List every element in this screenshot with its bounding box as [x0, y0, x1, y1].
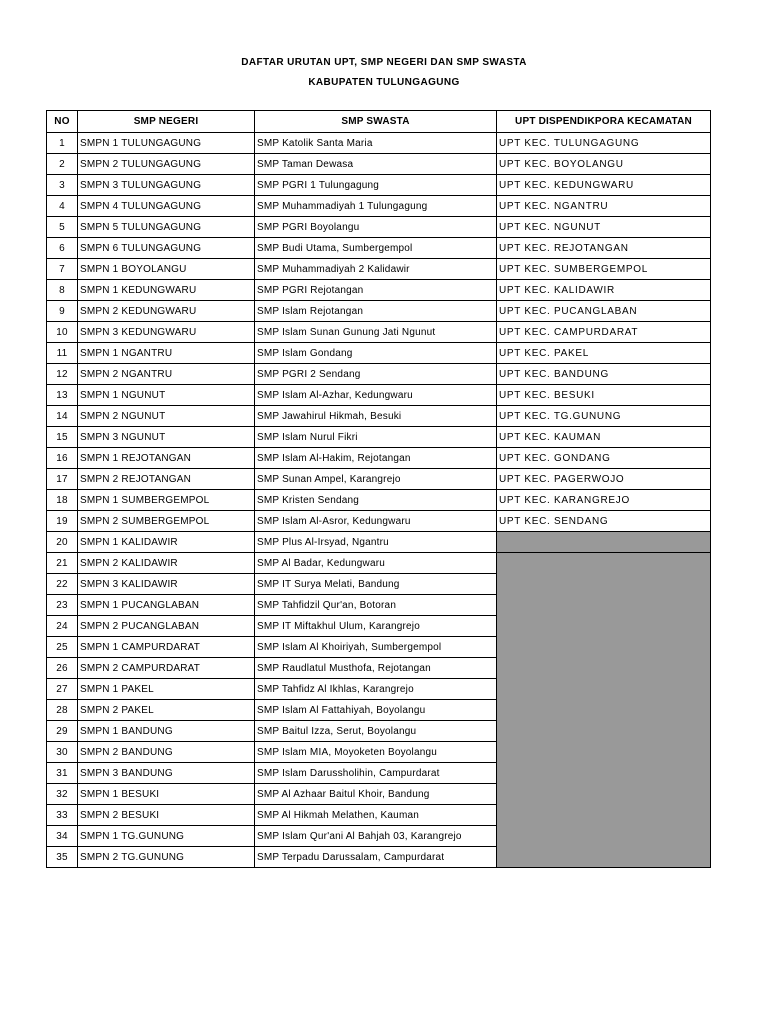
smp-negeri-cell: SMPN 3 TULUNGAGUNG — [78, 175, 255, 196]
upt-empty-shaded-cell — [497, 763, 711, 784]
smp-swasta-cell: SMP Muhammadiyah 1 Tulungagung — [255, 196, 497, 217]
smp-negeri-cell: SMPN 1 BESUKI — [78, 784, 255, 805]
upt-empty-shaded-cell — [497, 700, 711, 721]
upt-empty-shaded-cell — [497, 616, 711, 637]
table-row — [47, 133, 711, 154]
smp-negeri-cell: SMPN 2 NGUNUT — [78, 406, 255, 427]
upt-empty-shaded-cell — [497, 637, 711, 658]
row-number: 5 — [47, 217, 78, 238]
table-body — [47, 133, 711, 868]
table-row — [47, 322, 711, 343]
row-number: 3 — [47, 175, 78, 196]
smp-negeri-cell: SMPN 1 CAMPURDARAT — [78, 637, 255, 658]
table-row — [47, 553, 711, 574]
upt-kecamatan-cell: UPT KEC. KAUMAN — [497, 427, 711, 448]
row-number: 7 — [47, 259, 78, 280]
upt-kecamatan-cell: UPT KEC. PAGERWOJO — [497, 469, 711, 490]
row-number: 17 — [47, 469, 78, 490]
row-number: 24 — [47, 616, 78, 637]
smp-swasta-cell: SMP Raudlatul Musthofa, Rejotangan — [255, 658, 497, 679]
document-title: DAFTAR URUTAN UPT, SMP NEGERI DAN SMP SWASTA — [241, 57, 527, 68]
smp-swasta-cell: SMP PGRI 2 Sendang — [255, 364, 497, 385]
upt-kecamatan-cell: UPT KEC. KEDUNGWARU — [497, 175, 711, 196]
upt-empty-shaded-cell — [497, 721, 711, 742]
row-number: 12 — [47, 364, 78, 385]
upt-empty-shaded-cell — [497, 679, 711, 700]
smp-swasta-cell: SMP Muhammadiyah 2 Kalidawir — [255, 259, 497, 280]
smp-swasta-cell: SMP Islam Al-Asror, Kedungwaru — [255, 511, 497, 532]
upt-kecamatan-cell: UPT KEC. PAKEL — [497, 343, 711, 364]
smp-negeri-cell: SMPN 1 TULUNGAGUNG — [78, 133, 255, 154]
smp-negeri-cell: SMPN 2 NGANTRU — [78, 364, 255, 385]
row-number: 18 — [47, 490, 78, 511]
smp-negeri-cell: SMPN 2 BESUKI — [78, 805, 255, 826]
smp-negeri-cell: SMPN 2 PAKEL — [78, 700, 255, 721]
upt-kecamatan-cell: UPT KEC. KARANGREJO — [497, 490, 711, 511]
row-number: 34 — [47, 826, 78, 847]
smp-negeri-cell: SMPN 1 NGANTRU — [78, 343, 255, 364]
upt-empty-shaded-cell — [497, 805, 711, 826]
header-smp-swasta: SMP SWASTA — [255, 111, 497, 133]
table-row — [47, 469, 711, 490]
smp-negeri-cell: SMPN 1 BOYOLANGU — [78, 259, 255, 280]
smp-swasta-cell: SMP PGRI Rejotangan — [255, 280, 497, 301]
table-row — [47, 511, 711, 532]
school-list-table — [46, 110, 711, 868]
upt-kecamatan-cell: UPT KEC. REJOTANGAN — [497, 238, 711, 259]
table-row — [47, 826, 711, 847]
smp-negeri-cell: SMPN 2 KEDUNGWARU — [78, 301, 255, 322]
smp-negeri-cell: SMPN 2 REJOTANGAN — [78, 469, 255, 490]
smp-swasta-cell: SMP Al Hikmah Melathen, Kauman — [255, 805, 497, 826]
table-row — [47, 721, 711, 742]
row-number: 35 — [47, 847, 78, 868]
table-row — [47, 679, 711, 700]
row-number: 33 — [47, 805, 78, 826]
smp-swasta-cell: SMP Islam Rejotangan — [255, 301, 497, 322]
smp-swasta-cell: SMP Sunan Ampel, Karangrejo — [255, 469, 497, 490]
smp-swasta-cell: SMP Kristen Sendang — [255, 490, 497, 511]
table-row — [47, 196, 711, 217]
table-row — [47, 742, 711, 763]
smp-swasta-cell: SMP Islam Darussholihin, Campurdarat — [255, 763, 497, 784]
table-row — [47, 154, 711, 175]
upt-empty-shaded-cell — [497, 784, 711, 805]
row-number: 8 — [47, 280, 78, 301]
row-number: 9 — [47, 301, 78, 322]
smp-negeri-cell: SMPN 6 TULUNGAGUNG — [78, 238, 255, 259]
smp-negeri-cell: SMPN 1 REJOTANGAN — [78, 448, 255, 469]
row-number: 27 — [47, 679, 78, 700]
smp-swasta-cell: SMP IT Miftakhul Ulum, Karangrejo — [255, 616, 497, 637]
row-number: 29 — [47, 721, 78, 742]
row-number: 26 — [47, 658, 78, 679]
smp-swasta-cell: SMP Taman Dewasa — [255, 154, 497, 175]
upt-empty-shaded-cell — [497, 826, 711, 847]
row-number: 22 — [47, 574, 78, 595]
smp-negeri-cell: SMPN 5 TULUNGAGUNG — [78, 217, 255, 238]
table-row — [47, 490, 711, 511]
table-row — [47, 658, 711, 679]
smp-swasta-cell: SMP Budi Utama, Sumbergempol — [255, 238, 497, 259]
row-number: 30 — [47, 742, 78, 763]
upt-empty-shaded-cell — [497, 742, 711, 763]
upt-kecamatan-cell: UPT KEC. BOYOLANGU — [497, 154, 711, 175]
upt-kecamatan-cell: UPT KEC. PUCANGLABAN — [497, 301, 711, 322]
smp-negeri-cell: SMPN 1 KALIDAWIR — [78, 532, 255, 553]
upt-kecamatan-cell: UPT KEC. KALIDAWIR — [497, 280, 711, 301]
smp-negeri-cell: SMPN 1 PAKEL — [78, 679, 255, 700]
row-number: 19 — [47, 511, 78, 532]
smp-negeri-cell: SMPN 3 NGUNUT — [78, 427, 255, 448]
upt-empty-shaded-cell — [497, 658, 711, 679]
table-row — [47, 301, 711, 322]
smp-negeri-cell: SMPN 1 PUCANGLABAN — [78, 595, 255, 616]
smp-swasta-cell: SMP Al Azhaar Baitul Khoir, Bandung — [255, 784, 497, 805]
row-number: 15 — [47, 427, 78, 448]
smp-negeri-cell: SMPN 1 KEDUNGWARU — [78, 280, 255, 301]
row-number: 28 — [47, 700, 78, 721]
row-number: 4 — [47, 196, 78, 217]
table-row — [47, 427, 711, 448]
row-number: 20 — [47, 532, 78, 553]
row-number: 14 — [47, 406, 78, 427]
smp-swasta-cell: SMP Terpadu Darussalam, Campurdarat — [255, 847, 497, 868]
upt-empty-shaded-cell — [497, 847, 711, 868]
upt-empty-shaded-cell — [497, 553, 711, 574]
upt-kecamatan-cell: UPT KEC. CAMPURDARAT — [497, 322, 711, 343]
smp-negeri-cell: SMPN 1 BANDUNG — [78, 721, 255, 742]
table-row — [47, 616, 711, 637]
row-number: 21 — [47, 553, 78, 574]
smp-negeri-cell: SMPN 2 CAMPURDARAT — [78, 658, 255, 679]
smp-swasta-cell: SMP Katolik Santa Maria — [255, 133, 497, 154]
smp-swasta-cell: SMP Al Badar, Kedungwaru — [255, 553, 497, 574]
smp-swasta-cell: SMP Islam Al-Azhar, Kedungwaru — [255, 385, 497, 406]
smp-swasta-cell: SMP Islam Al Khoiriyah, Sumbergempol — [255, 637, 497, 658]
table-row — [47, 574, 711, 595]
upt-empty-shaded-cell — [497, 595, 711, 616]
upt-kecamatan-cell: UPT KEC. SUMBERGEMPOL — [497, 259, 711, 280]
smp-negeri-cell: SMPN 2 KALIDAWIR — [78, 553, 255, 574]
upt-kecamatan-cell: UPT KEC. GONDANG — [497, 448, 711, 469]
header-no: NO — [47, 111, 78, 133]
table-row — [47, 406, 711, 427]
table-row — [47, 259, 711, 280]
upt-kecamatan-cell: UPT KEC. TG.GUNUNG — [497, 406, 711, 427]
row-number: 1 — [47, 133, 78, 154]
smp-swasta-cell: SMP Islam Al Fattahiyah, Boyolangu — [255, 700, 497, 721]
table-row — [47, 448, 711, 469]
table-row — [47, 238, 711, 259]
row-number: 13 — [47, 385, 78, 406]
upt-empty-shaded-cell — [497, 532, 711, 553]
smp-swasta-cell: SMP Jawahirul Hikmah, Besuki — [255, 406, 497, 427]
table-header-row — [47, 111, 711, 133]
smp-swasta-cell: SMP Islam MIA, Moyoketen Boyolangu — [255, 742, 497, 763]
header-upt-kecamatan: UPT DISPENDIKPORA KECAMATAN — [497, 111, 711, 133]
smp-swasta-cell: SMP Plus Al-Irsyad, Ngantru — [255, 532, 497, 553]
upt-kecamatan-cell: UPT KEC. SENDANG — [497, 511, 711, 532]
smp-negeri-cell: SMPN 3 KALIDAWIR — [78, 574, 255, 595]
table-row — [47, 784, 711, 805]
smp-swasta-cell: SMP PGRI Boyolangu — [255, 217, 497, 238]
smp-swasta-cell: SMP Islam Gondang — [255, 343, 497, 364]
smp-swasta-cell: SMP Islam Al-Hakim, Rejotangan — [255, 448, 497, 469]
table-row — [47, 385, 711, 406]
table-row — [47, 847, 711, 868]
smp-negeri-cell: SMPN 2 TG.GUNUNG — [78, 847, 255, 868]
smp-negeri-cell: SMPN 4 TULUNGAGUNG — [78, 196, 255, 217]
row-number: 2 — [47, 154, 78, 175]
document-subtitle: KABUPATEN TULUNGAGUNG — [308, 77, 460, 88]
upt-empty-shaded-cell — [497, 574, 711, 595]
smp-swasta-cell: SMP Islam Sunan Gunung Jati Ngunut — [255, 322, 497, 343]
smp-negeri-cell: SMPN 2 PUCANGLABAN — [78, 616, 255, 637]
table-row — [47, 595, 711, 616]
smp-swasta-cell: SMP Baitul Izza, Serut, Boyolangu — [255, 721, 497, 742]
table-row — [47, 217, 711, 238]
row-number: 23 — [47, 595, 78, 616]
row-number: 16 — [47, 448, 78, 469]
smp-negeri-cell: SMPN 3 BANDUNG — [78, 763, 255, 784]
header-smp-negeri: SMP NEGERI — [78, 111, 255, 133]
row-number: 31 — [47, 763, 78, 784]
upt-kecamatan-cell: UPT KEC. TULUNGAGUNG — [497, 133, 711, 154]
row-number: 32 — [47, 784, 78, 805]
smp-swasta-cell: SMP Tahfidz Al Ikhlas, Karangrejo — [255, 679, 497, 700]
table-row — [47, 343, 711, 364]
smp-negeri-cell: SMPN 2 BANDUNG — [78, 742, 255, 763]
smp-negeri-cell: SMPN 1 SUMBERGEMPOL — [78, 490, 255, 511]
smp-negeri-cell: SMPN 1 TG.GUNUNG — [78, 826, 255, 847]
table-row — [47, 364, 711, 385]
smp-negeri-cell: SMPN 3 KEDUNGWARU — [78, 322, 255, 343]
smp-swasta-cell: SMP PGRI 1 Tulungagung — [255, 175, 497, 196]
row-number: 25 — [47, 637, 78, 658]
table-row — [47, 637, 711, 658]
row-number: 6 — [47, 238, 78, 259]
upt-kecamatan-cell: UPT KEC. NGANTRU — [497, 196, 711, 217]
table-row — [47, 175, 711, 196]
smp-negeri-cell: SMPN 1 NGUNUT — [78, 385, 255, 406]
table-row — [47, 280, 711, 301]
upt-kecamatan-cell: UPT KEC. BESUKI — [497, 385, 711, 406]
smp-swasta-cell: SMP IT Surya Melati, Bandung — [255, 574, 497, 595]
upt-kecamatan-cell: UPT KEC. NGUNUT — [497, 217, 711, 238]
smp-negeri-cell: SMPN 2 SUMBERGEMPOL — [78, 511, 255, 532]
upt-kecamatan-cell: UPT KEC. BANDUNG — [497, 364, 711, 385]
smp-negeri-cell: SMPN 2 TULUNGAGUNG — [78, 154, 255, 175]
smp-swasta-cell: SMP Islam Nurul Fikri — [255, 427, 497, 448]
smp-swasta-cell: SMP Tahfidzil Qur'an, Botoran — [255, 595, 497, 616]
table-row — [47, 763, 711, 784]
row-number: 10 — [47, 322, 78, 343]
table-row — [47, 532, 711, 553]
table-row — [47, 700, 711, 721]
row-number: 11 — [47, 343, 78, 364]
smp-swasta-cell: SMP Islam Qur'ani Al Bahjah 03, Karangrejo — [255, 826, 497, 847]
table-row — [47, 805, 711, 826]
